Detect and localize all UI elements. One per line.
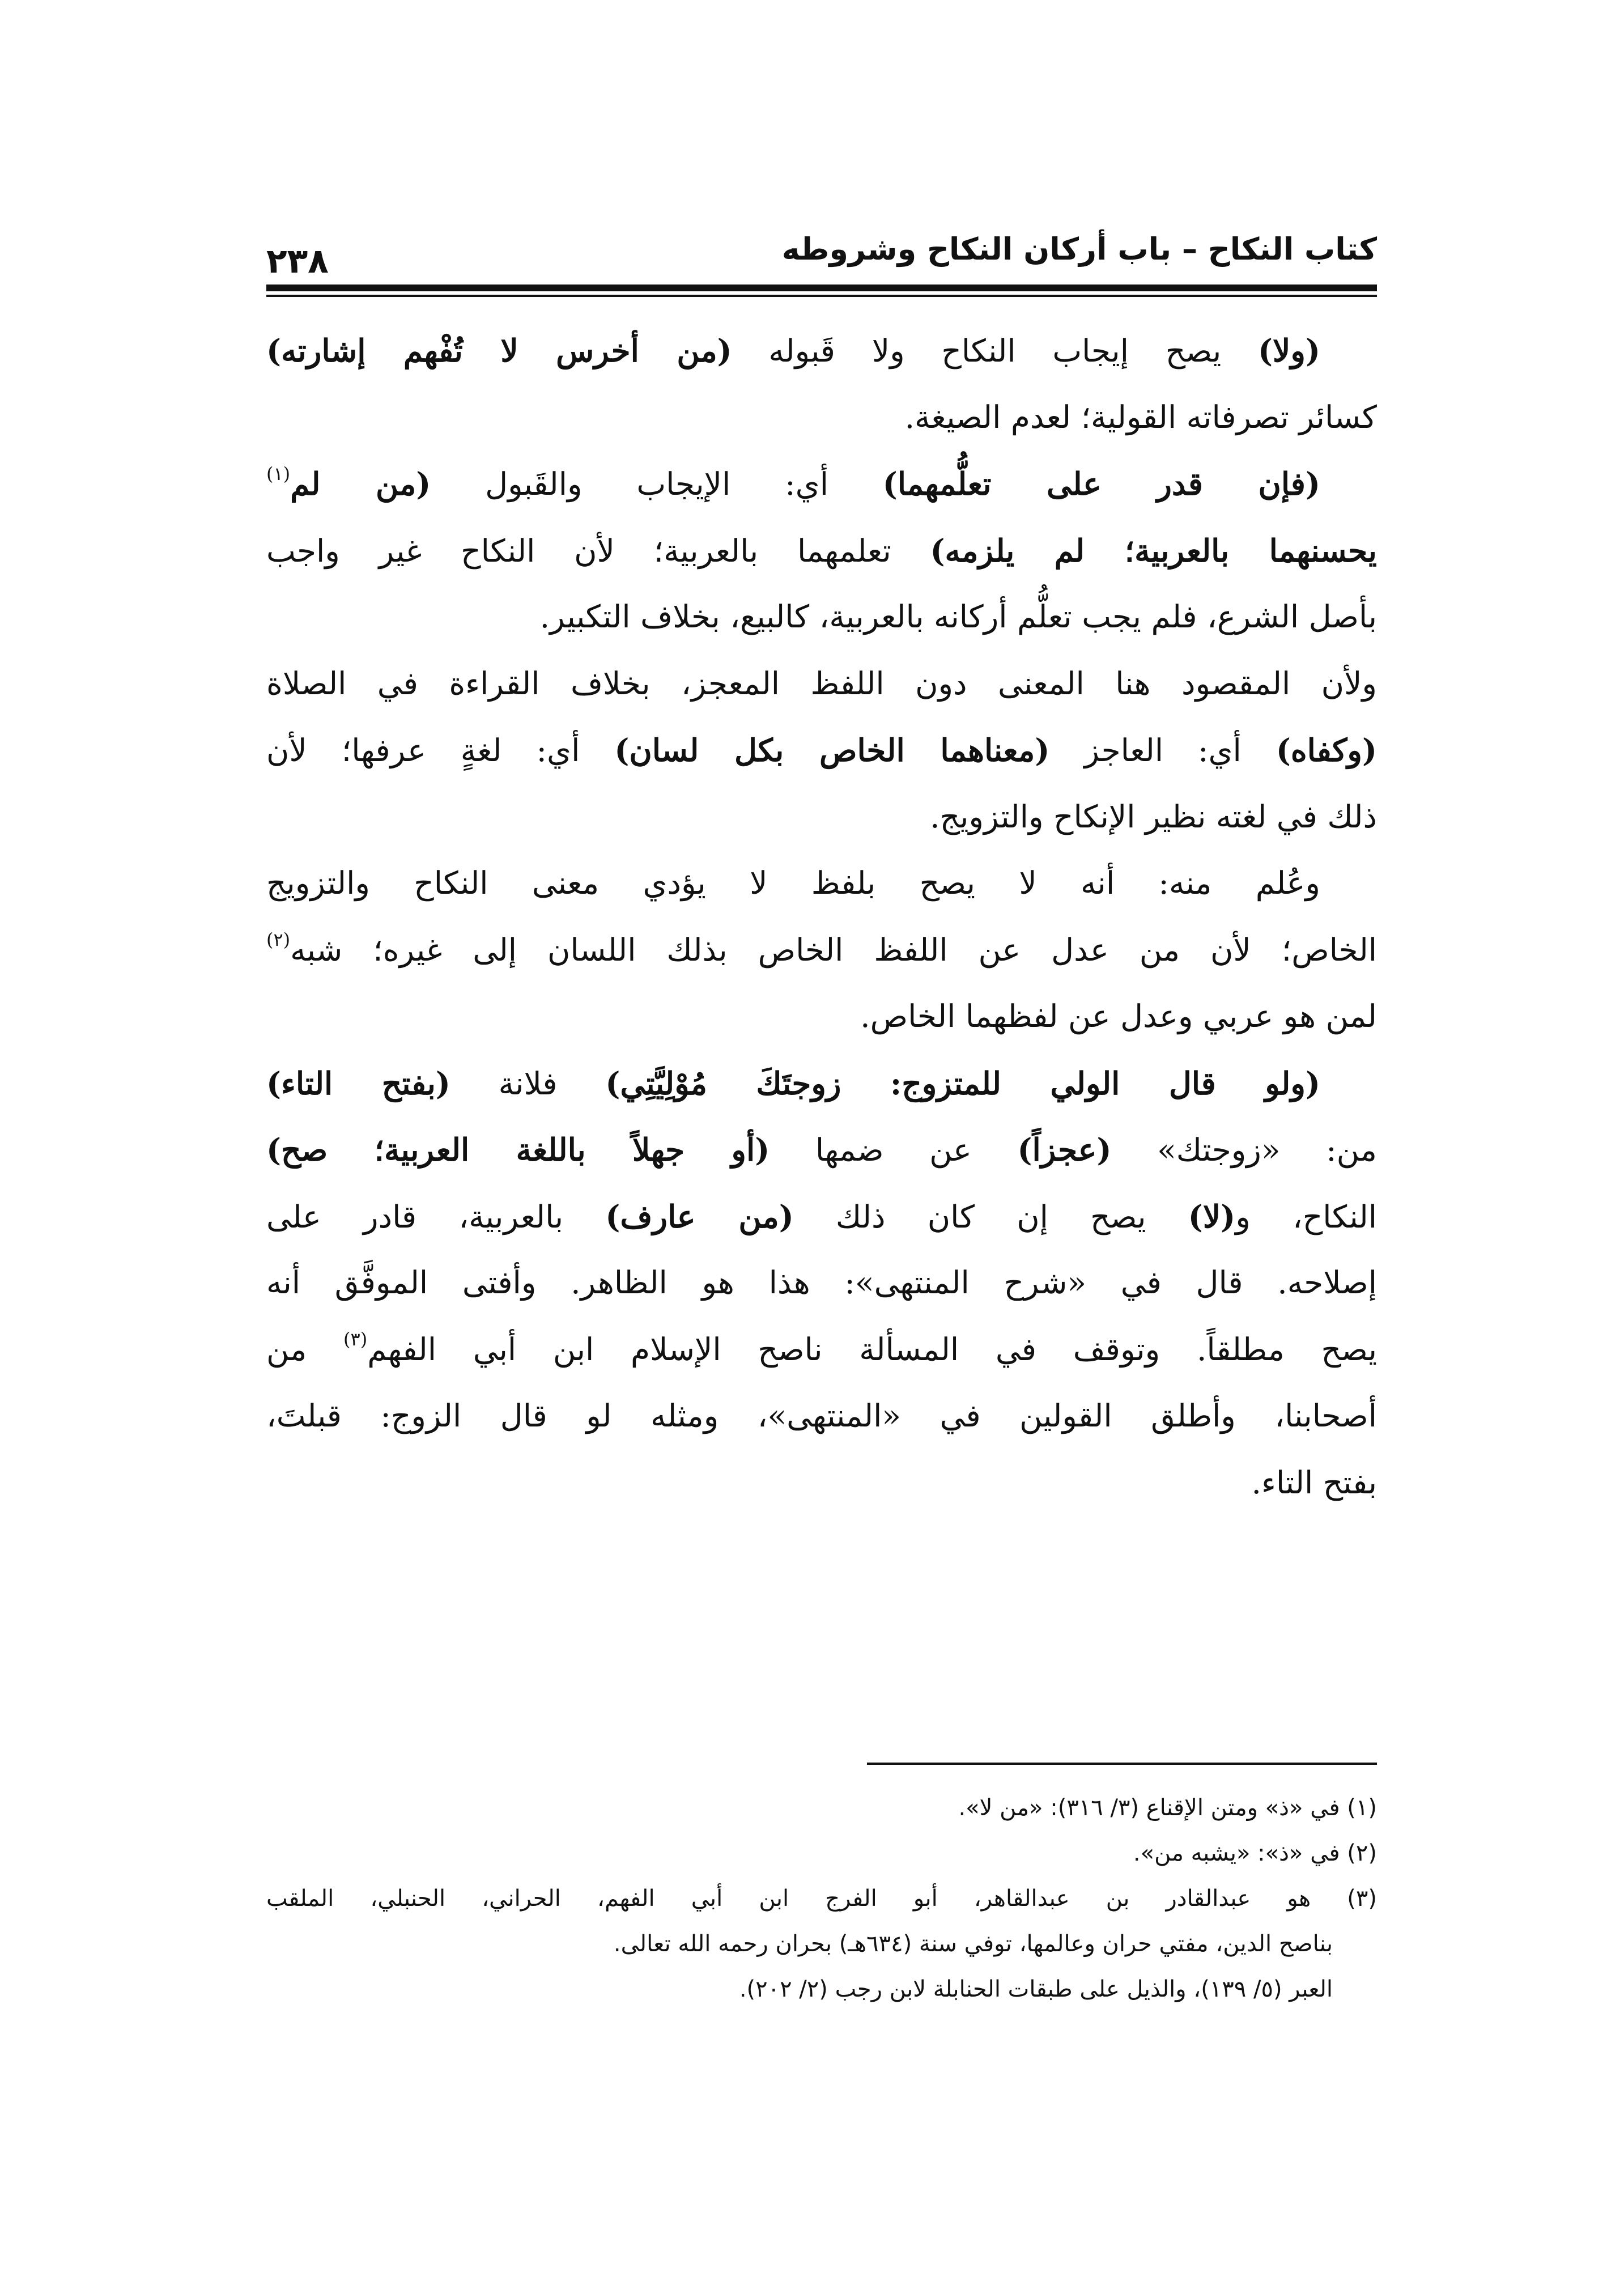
commentary: أصحابنا، وأطلق القولين في «المنتهى»، ومثله لو قال الزوج: قبلتَ، bbox=[266, 1398, 1377, 1434]
header-rule-thin bbox=[266, 295, 1377, 297]
commentary: ذلك في لغته نظير الإنكاح والتزويج. bbox=[930, 798, 1377, 835]
commentary: أي: الإيجاب والقَبول bbox=[431, 466, 883, 502]
commentary: وعُلم منه: أنه لا يصح بلفظ لا يؤدي معنى النكاح والتزويج bbox=[266, 865, 1320, 901]
text-line bbox=[266, 1116, 1377, 1183]
commentary: أي: العاجز bbox=[1049, 732, 1276, 768]
footnote-ref: (٣) bbox=[343, 1328, 368, 1350]
text-line bbox=[266, 850, 1377, 917]
bold-matn: (أو جهلاً باللغة العربية؛ صح) bbox=[266, 1131, 770, 1168]
commentary: إصلاحه. قال في «شرح المنتهى»: هذا هو الظاهر. وأفتى الموفَّق أنه bbox=[266, 1264, 1377, 1301]
footnote-3-continued: بناصح الدين، مفتي حران وعالمها، توفي سنة (٦٣٤هـ) بحران رحمه الله تعالى. bbox=[613, 1931, 1333, 1957]
commentary: أي: لغةٍ عرفها؛ لأن bbox=[266, 732, 615, 768]
text-line bbox=[266, 1450, 1377, 1517]
text-line bbox=[266, 784, 1377, 851]
commentary: النكاح، و bbox=[1235, 1198, 1377, 1235]
commentary: يصح إن كان ذلك bbox=[793, 1198, 1188, 1235]
text-line bbox=[266, 983, 1377, 1050]
text-line bbox=[266, 651, 1377, 717]
commentary: لمن هو عربي وعدل عن لفظهما الخاص. bbox=[860, 998, 1377, 1034]
page-header bbox=[266, 210, 1377, 300]
text-line bbox=[266, 1250, 1377, 1317]
commentary: بالعربية، قادر على bbox=[266, 1198, 606, 1235]
commentary: بفتح التاء. bbox=[1251, 1464, 1377, 1501]
commentary: الخاص؛ لأن من عدل عن اللفظ الخاص بذلك اللسان إلى غيره؛ شبه bbox=[290, 931, 1377, 968]
text-line bbox=[266, 384, 1377, 451]
text-line bbox=[266, 1050, 1377, 1117]
text-line bbox=[266, 317, 1377, 384]
commentary: عن ضمها bbox=[770, 1132, 1018, 1168]
text-line bbox=[266, 917, 1377, 984]
commentary: ولأن المقصود هنا المعنى دون اللفظ المعجز، بخلاف القراءة في الصلاة bbox=[266, 665, 1377, 702]
commentary: تعلمهما بالعربية؛ لأن النكاح غير واجب bbox=[266, 532, 930, 569]
text-line bbox=[266, 517, 1377, 584]
bold-matn: (من لم bbox=[290, 465, 431, 502]
bold-matn: (لا) bbox=[1188, 1198, 1236, 1235]
footnote-ref: (٢) bbox=[266, 928, 291, 950]
bold-matn: (ولا) bbox=[1258, 332, 1320, 369]
commentary: فلانة bbox=[450, 1065, 606, 1102]
commentary: كسائر تصرفاته القولية؛ لعدم الصيغة. bbox=[904, 398, 1377, 435]
bold-matn: (ولو قال الولي للمتزوج: زوجتَكَ مُوْلِيَّتِي) bbox=[605, 1064, 1320, 1102]
text-line bbox=[266, 1383, 1377, 1450]
bold-matn: (معناهما الخاص بكل لسان) bbox=[614, 732, 1050, 768]
page-number: ٢٣٨ bbox=[266, 241, 329, 281]
commentary: بأصل الشرع، فلم يجب تعلُّم أركانه بالعربية، كالبيع، بخلاف التكبير. bbox=[539, 598, 1377, 635]
text-line bbox=[266, 717, 1377, 784]
commentary: يصح إيجاب النكاح ولا قَبوله bbox=[732, 333, 1258, 369]
header-rule-thick bbox=[266, 284, 1377, 291]
bold-matn: (وكفاه) bbox=[1276, 732, 1377, 768]
commentary: من bbox=[266, 1331, 344, 1368]
bold-matn: (من عارف) bbox=[605, 1198, 794, 1235]
commentary: يصح مطلقاً. وتوقف في المسألة ناصح الإسلام ابن أبي الفهم bbox=[367, 1331, 1378, 1368]
main-text bbox=[266, 317, 1377, 1516]
bold-matn: (فإن قدر على تعلُّمهما) bbox=[882, 465, 1320, 502]
footnotes bbox=[266, 1785, 1377, 2012]
running-title: كتاب النكاح – باب أركان النكاح وشروطه bbox=[781, 231, 1377, 267]
footnote-3: (٣) هو عبدالقادر بن عبدالقاهر، أبو الفرج ابن أبي الفهم، الحراني، الحنبلي، الملقب bbox=[266, 1886, 1377, 1912]
footnote-ref: (١) bbox=[266, 463, 291, 485]
bold-matn: (بفتح التاء) bbox=[266, 1064, 450, 1102]
commentary: من: «زوجتك» bbox=[1111, 1132, 1377, 1168]
bold-matn: يحسنهما بالعربية؛ لم يلزمه) bbox=[930, 532, 1377, 569]
text-line bbox=[266, 1183, 1377, 1250]
footnote-1: (١) في «ذ» ومتن الإقناع (٣/ ٣١٦): «من لا». bbox=[958, 1795, 1377, 1821]
footnote-separator bbox=[867, 1763, 1377, 1765]
text-line bbox=[266, 451, 1377, 517]
text-line bbox=[266, 1317, 1377, 1383]
bold-matn: (من أخرس لا تُفْهم إشارته) bbox=[266, 332, 732, 369]
bold-matn: (عجزاً) bbox=[1017, 1131, 1112, 1168]
text-line bbox=[266, 584, 1377, 651]
footnote-2: (٢) في «ذ»: «يشبه من». bbox=[1133, 1840, 1377, 1866]
footnote-3-continued: العبر (٥/ ١٣٩)، والذيل على طبقات الحنابلة لابن رجب (٢/ ٢٠٢). bbox=[739, 1976, 1333, 2002]
